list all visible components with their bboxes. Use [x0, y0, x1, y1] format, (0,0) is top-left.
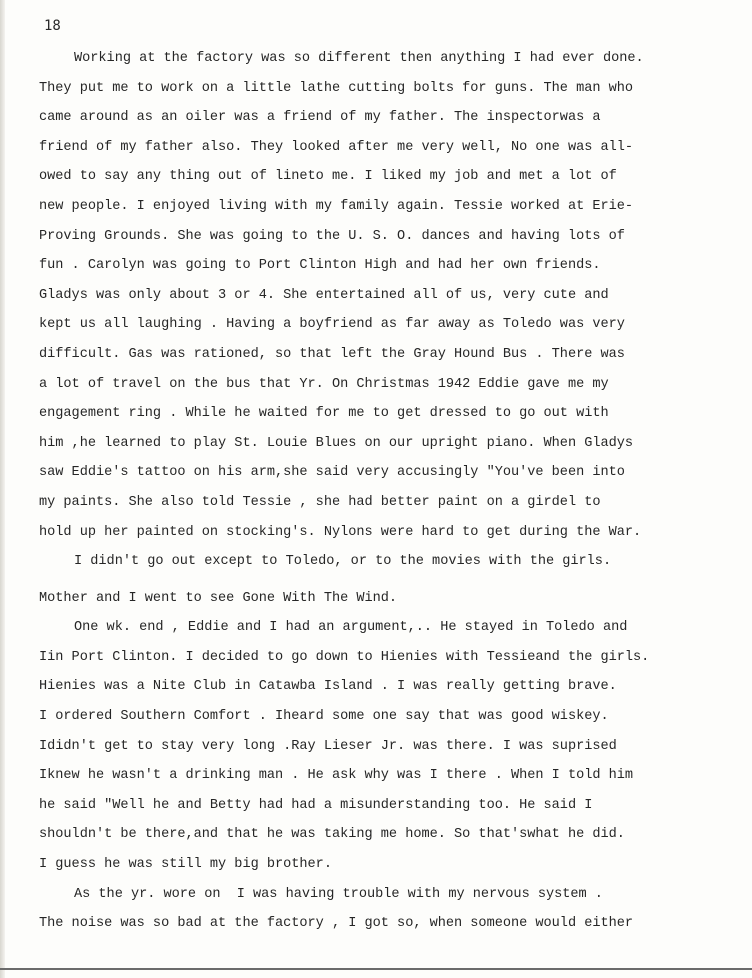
- text-line: my paints. She also told Tessie , she had better paint on a girdel to: [39, 494, 601, 510]
- text-line: Iin Port Clinton. I decided to go down to Hienies with Tessieand the girls.: [39, 649, 650, 665]
- text-line: Mother and I went to see Gone With The Wind.: [39, 590, 398, 606]
- text-line: Ididn't get to stay very long .Ray Lieser Jr. was there. I was suprised: [39, 738, 617, 754]
- text-line: owed to say any thing out of lineto me. I liked my job and met a lot of: [39, 169, 617, 185]
- typed-text-body: [39, 44, 739, 939]
- scan-left-edge: [0, 0, 5, 978]
- text-line: They put me to work on a little lathe cutting bolts for guns. The man who: [39, 80, 634, 96]
- text-line: The noise was so bad at the factory , I got so, when someone would either: [39, 916, 634, 932]
- page-number: 18: [44, 18, 61, 34]
- scan-bottom-edge: [0, 968, 752, 970]
- text-line: he said "Well he and Betty had had a misunderstanding too. He said I: [39, 797, 593, 813]
- text-line: him ,he learned to play St. Louie Blues on our upright piano. When Gladys: [39, 435, 634, 451]
- text-line: Hienies was a Nite Club in Catawba Island . I was really getting brave.: [39, 679, 617, 695]
- text-line: saw Eddie's tattoo on his arm,she said very accusingly "You've been into: [39, 465, 625, 481]
- text-line: engagement ring . While he waited for me to get dressed to go out with: [39, 406, 609, 422]
- text-line: fun . Carolyn was going to Port Clinton High and had her own friends.: [39, 258, 601, 274]
- text-line: a lot of travel on the bus that Yr. On Christmas 1942 Eddie gave me my: [39, 376, 609, 392]
- text-line: Proving Grounds. She was going to the U. S. O. dances and having lots of: [39, 228, 625, 244]
- text-line: As the yr. wore on I was having trouble with my nervous system .: [74, 886, 603, 902]
- text-line: Gladys was only about 3 or 4. She entertained all of us, very cute and: [39, 287, 609, 303]
- text-line: Working at the factory was so different then anything I had ever done.: [74, 51, 644, 66]
- text-line: new people. I enjoyed living with my family again. Tessie worked at Erie-: [39, 198, 634, 214]
- text-line: came around as an oiler was a friend of my father. The inspectorwas a: [39, 110, 601, 126]
- text-line: Iknew he wasn't a drinking man . He ask why was I there . When I told him: [39, 768, 634, 784]
- text-line: I didn't go out except to Toledo, or to the movies with the girls.: [74, 554, 612, 570]
- text-line: One wk. end , Eddie and I had an argument,.. He stayed in Toledo and: [74, 620, 628, 636]
- text-line: difficult. Gas was rationed, so that left the Gray Hound Bus . There was: [39, 346, 625, 362]
- text-line: shouldn't be there,and that he was taking me home. So that'swhat he did.: [39, 827, 625, 843]
- text-line: I guess he was still my big brother.: [39, 857, 332, 873]
- text-line: friend of my father also. They looked after me very well, No one was all-: [39, 139, 634, 155]
- text-line: hold up her painted on stocking's. Nylons were hard to get during the War.: [39, 524, 642, 540]
- text-line: I ordered Southern Comfort . Iheard some one say that was good wiskey.: [39, 709, 609, 725]
- paragraph-gap: [39, 577, 739, 584]
- text-line: kept us all laughing . Having a boyfriend as far away as Toledo was very: [39, 317, 625, 333]
